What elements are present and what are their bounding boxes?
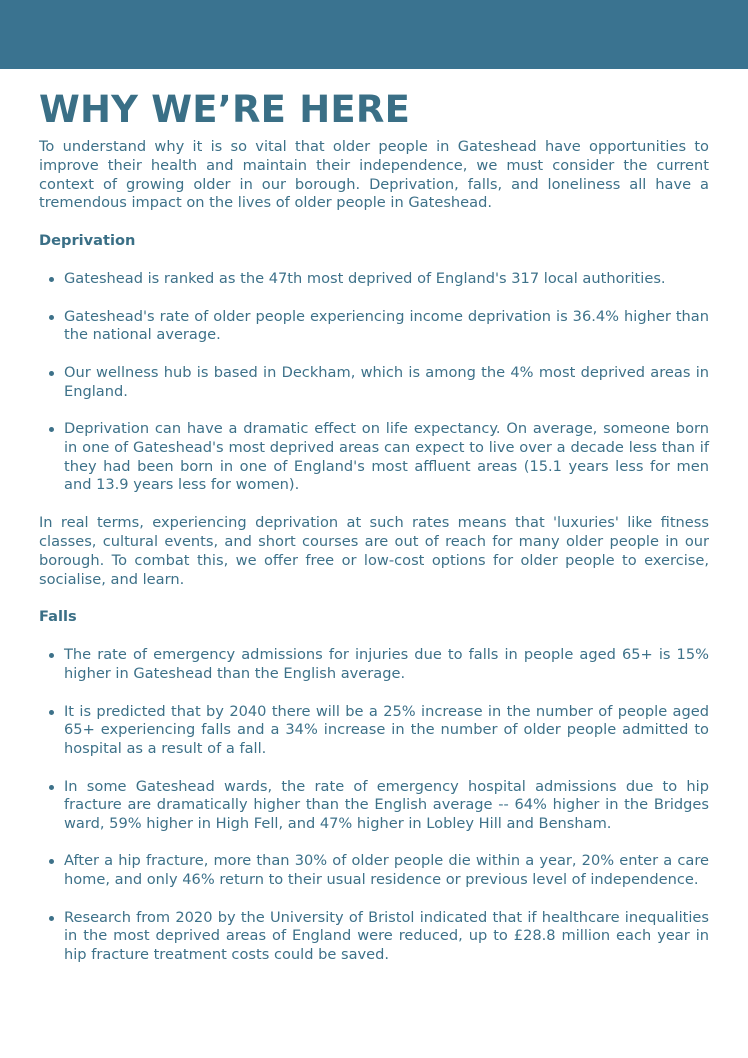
list-item bbox=[39, 270, 709, 289]
bullet-icon bbox=[49, 859, 54, 864]
bullet-icon bbox=[49, 710, 54, 715]
list-item bbox=[39, 308, 709, 346]
deprivation-summary: In real terms, experiencing deprivation at such rates means that 'luxuries' like fitness classes, cultural events, and short courses are out of reach for many older people in our borough. To combat this, we offer free or low-cost options for older people to exercise, socialise, and learn. bbox=[39, 514, 709, 588]
list-item bbox=[39, 778, 709, 834]
bullet-icon bbox=[49, 653, 54, 658]
list-item bbox=[39, 852, 709, 890]
list-item-text: Research from 2020 by the University of Bristol indicated that if healthcare inequalities in the most deprived areas of England were reduced, up to £28.8 million each year in hip fracture treatment costs could be saved. bbox=[64, 908, 709, 964]
list-item bbox=[39, 909, 709, 965]
list-item bbox=[39, 703, 709, 759]
list-item-text: Our wellness hub is based in Deckham, which is among the 4% most deprived areas in England. bbox=[64, 363, 709, 400]
list-item-text: The rate of emergency admissions for injuries due to falls in people aged 65+ is 15% higher in Gateshead than the English average. bbox=[64, 646, 709, 683]
intro-paragraph: To understand why it is so vital that older people in Gateshead have opportunities to improve their health and maintain their independence, we must consider the current context of growing older in our borough. Deprivation, falls, and loneliness all have a tremendous impact on the lives of older people in Gateshead. bbox=[39, 138, 709, 212]
bullet-icon bbox=[49, 916, 54, 921]
list-item-text: Gateshead is ranked as the 47th most deprived of England's 317 local authorities. bbox=[64, 270, 666, 288]
list-item bbox=[39, 420, 709, 495]
list-item-text: Deprivation can have a dramatic effect on life expectancy. On average, someone born in one of Gateshead's most deprived areas can expect to live over a decade less than if they had been born in one of England's most affluent areas (15.1 years less for men and 13.9 years less for women). bbox=[64, 419, 709, 494]
bullet-icon bbox=[49, 371, 54, 376]
list-item bbox=[39, 646, 709, 684]
bullet-icon bbox=[49, 427, 54, 432]
list-item-text: It is predicted that by 2040 there will be a 25% increase in the number of people aged 65+ experiencing falls and a 34% increase in the number of older people admitted to hospital as a result of a fall. bbox=[64, 702, 709, 758]
section-heading-deprivation: Deprivation bbox=[39, 232, 136, 250]
list-item-text: Gateshead's rate of older people experiencing income deprivation is 36.4% higher than the national average. bbox=[64, 307, 709, 344]
bullet-icon bbox=[49, 785, 54, 790]
list-item bbox=[39, 364, 709, 402]
page-content bbox=[39, 88, 709, 965]
list-item-text: After a hip fracture, more than 30% of older people die within a year, 20% enter a care home, and only 46% return to their usual residence or previous level of independence. bbox=[64, 852, 709, 889]
deprivation-list bbox=[39, 270, 709, 495]
falls-list bbox=[39, 646, 709, 965]
page-title: WHY WE’RE HERE bbox=[39, 88, 411, 131]
list-item-text: In some Gateshead wards, the rate of emergency hospital admissions due to hip fracture are dramatically higher than the English average -- 64% higher in the Bridges ward, 59% higher in High Fell, and 47% higher in Lobley Hill and Bensham. bbox=[64, 777, 709, 833]
header-band bbox=[0, 0, 748, 69]
bullet-icon bbox=[49, 315, 54, 320]
bullet-icon bbox=[49, 277, 54, 282]
section-heading-falls: Falls bbox=[39, 608, 77, 626]
